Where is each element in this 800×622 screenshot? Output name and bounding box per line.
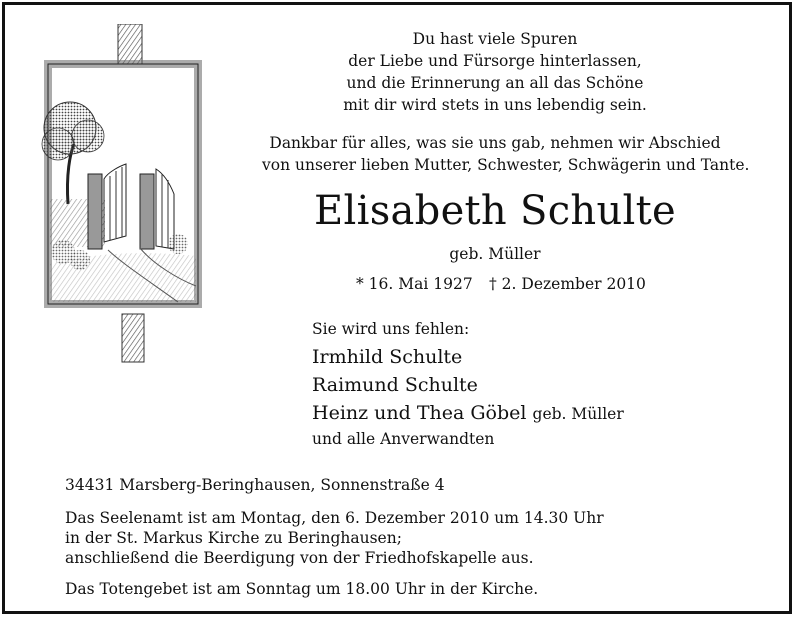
poem-line: der Liebe und Fürsorge hinterlassen, <box>348 52 642 70</box>
mourner-name-text: Heinz und Thea Göbel <box>312 402 527 424</box>
garden-gate-illustration <box>28 24 218 364</box>
farewell-line: Dankbar für alles, was sie uns gab, nehmen wir Abschied <box>269 134 721 152</box>
mourner-name <box>312 400 624 427</box>
poem-line: Du hast viele Spuren <box>412 30 578 48</box>
mourner-note: geb. Müller <box>532 405 624 423</box>
poem <box>280 28 710 116</box>
farewell-text <box>262 132 750 176</box>
mourner-name <box>312 372 478 398</box>
deceased-name: Elisabeth Schulte <box>314 188 676 234</box>
maiden-name: geb. Müller <box>449 245 541 263</box>
mourner-name-text: Raimund Schulte <box>312 374 478 396</box>
service-line: in der St. Markus Kirche zu Beringhausen; <box>65 529 402 547</box>
service-line: Das Seelenamt ist am Montag, den 6. Dezember 2010 um 14.30 Uhr <box>65 509 604 527</box>
service-line: anschließend die Beerdigung von der Friedhofskapelle aus. <box>65 549 534 567</box>
poem-line: und die Erinnerung an all das Schöne <box>346 74 644 92</box>
poem-line: mit dir wird stets in uns lebendig sein. <box>343 96 647 114</box>
mourner-name-text: Irmhild Schulte <box>312 346 463 368</box>
mourner-name <box>312 344 462 370</box>
prayer-info: Das Totengebet ist am Sonntag um 18.00 Uhr in der Kirche. <box>65 580 539 598</box>
service-info <box>65 508 604 568</box>
death-date: † 2. Dezember 2010 <box>489 275 646 293</box>
relatives-line: und alle Anverwandten <box>312 430 495 448</box>
birth-date: * 16. Mai 1927 <box>356 275 473 293</box>
mourners-intro: Sie wird uns fehlen: <box>312 320 470 338</box>
farewell-line: von unserer lieben Mutter, Schwester, Schwägerin und Tante. <box>262 156 750 174</box>
address: 34431 Marsberg-Beringhausen, Sonnenstraße 4 <box>65 476 445 494</box>
